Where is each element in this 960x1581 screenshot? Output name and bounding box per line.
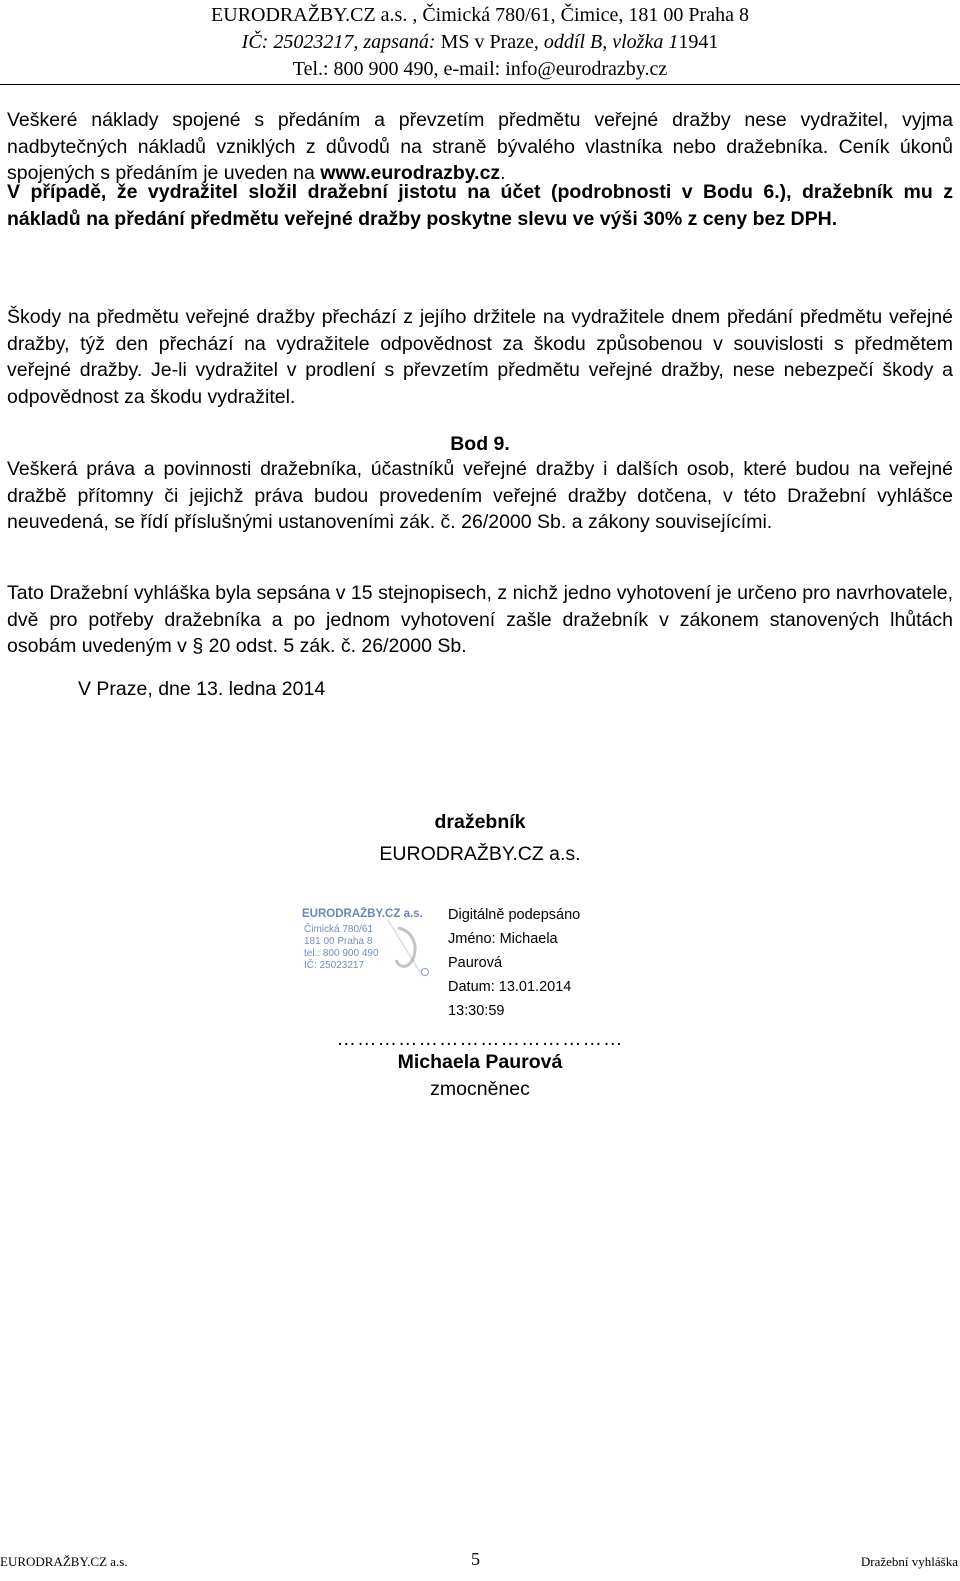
- registration-insert-number: 1941: [678, 31, 719, 53]
- paragraph-damages: Škody na předmětu veřejné dražby přechází z jejího držitele na vydražitele dnem předání předmětu veřejné dražby, týž den přechází na vydražitele odpovědnost za škodu způsobenou v souvislosti s předmětem veřejné dražby. Je-li vydražitel v prodlení s převzetím předmětu veřejné dražby, nese nebezpečí škody a odpovědnost za škodu vydražitel.: [7, 306, 953, 408]
- header-rule: [0, 84, 960, 85]
- paragraph-rights: Veškerá práva a povinnosti dražebníka, účastníků veřejné dražby i dalších osob, které budou na veřejné dražbě přítomny či jejichž práva budou provedením veřejné dražby dotčena, v této Dražební vyhlášce neuvedená, se řídí příslušnými ustanoveními zák. č. 26/2000 Sb. a zákony souvisejícími.: [7, 458, 953, 533]
- paragraph-costs-text: Veškeré náklady spojené s předáním a převzetím předmětu veřejné dražby nese vydražitel, vyjma nadbytečných nákladů vzniklých z důvodů na straně bývalého vlastníka nebo dražebníka. Ceník úkonů spojených s předáním je uveden na: [7, 109, 953, 184]
- letterhead-contact-line: Tel.: 800 900 490, e-mail: info@eurodrazby.cz: [292, 58, 668, 80]
- letterhead-registration-line: [0, 29, 960, 56]
- registration-insert-digit: 1: [668, 31, 679, 53]
- stamp-graphic: [300, 900, 442, 990]
- signature-dotted-line: ……………………………………: [336, 1028, 624, 1050]
- paragraph-costs-end: .: [500, 162, 506, 184]
- signature-company: EURODRAŽBY.CZ a.s.: [379, 843, 581, 865]
- stamp-line-0: EURODRAŽBY.CZ a.s.: [302, 908, 423, 920]
- stamp-line-3: tel.: 800 900 490: [304, 948, 379, 959]
- digital-signature-line-3: Paurová: [448, 955, 503, 971]
- signatory-title: zmocněnec: [430, 1078, 530, 1100]
- website-link[interactable]: www.eurodrazby.cz: [320, 162, 501, 184]
- digital-signature-info: [448, 903, 580, 1023]
- registration-court: MS v Praze: [440, 31, 534, 53]
- date-line: V Praze, dne 13. ledna 2014: [78, 678, 326, 700]
- footer-company: EURODRAŽBY.CZ a.s.: [0, 1554, 128, 1569]
- page-number: 5: [471, 1549, 480, 1569]
- signature-role: dražebník: [434, 811, 526, 833]
- section-heading-bod-9: Bod 9.: [450, 433, 510, 455]
- paragraph-discount: V případě, že vydražitel složil dražební jistotu na účet (podrobnosti v Bodu 6.), dražebník mu z nákladů na předání předmětu veřejné dražby poskytne slevu ve výši 30% z ceny bez DPH.: [7, 181, 953, 230]
- digital-signature-line-5: 13:30:59: [448, 1003, 505, 1019]
- stamp-line-4: IČ: 25023217: [304, 960, 365, 971]
- stamp-line-1: Čimická 780/61: [304, 924, 373, 935]
- stamp-line-2: 181 00 Praha 8: [304, 936, 373, 947]
- registration-prefix: IČ: 25023217, zapsaná:: [241, 31, 441, 53]
- registration-section: , oddíl B, vložka: [533, 31, 669, 53]
- letterhead-company-line: EURODRAŽBY.CZ a.s. , Čimická 780/61, Čimice, 181 00 Praha 8: [211, 4, 749, 26]
- digital-signature-line-4: Datum: 13.01.2014: [448, 979, 572, 995]
- digital-signature-line-1: Digitálně podepsáno: [448, 907, 581, 923]
- signatory-name: Michaela Paurová: [397, 1051, 563, 1073]
- footer-document-title: Dražební vyhláška: [860, 1554, 958, 1569]
- company-stamp: [300, 900, 442, 990]
- paragraph-costs: [7, 107, 953, 187]
- paragraph-copies: Tato Dražební vyhláška byla sepsána v 15 stejnopisech, z nichž jedno vyhotovení je určeno pro navrhovatele, dvě pro potřeby dražebníka a po jednom vyhotovení zašle dražebník v zákonem stanovených lhůtách osobám uvedeným v § 20 odst. 5 zák. č. 26/2000 Sb.: [7, 582, 953, 657]
- digital-signature-line-2: Jméno: Michaela: [448, 931, 558, 947]
- letterhead: [0, 0, 960, 83]
